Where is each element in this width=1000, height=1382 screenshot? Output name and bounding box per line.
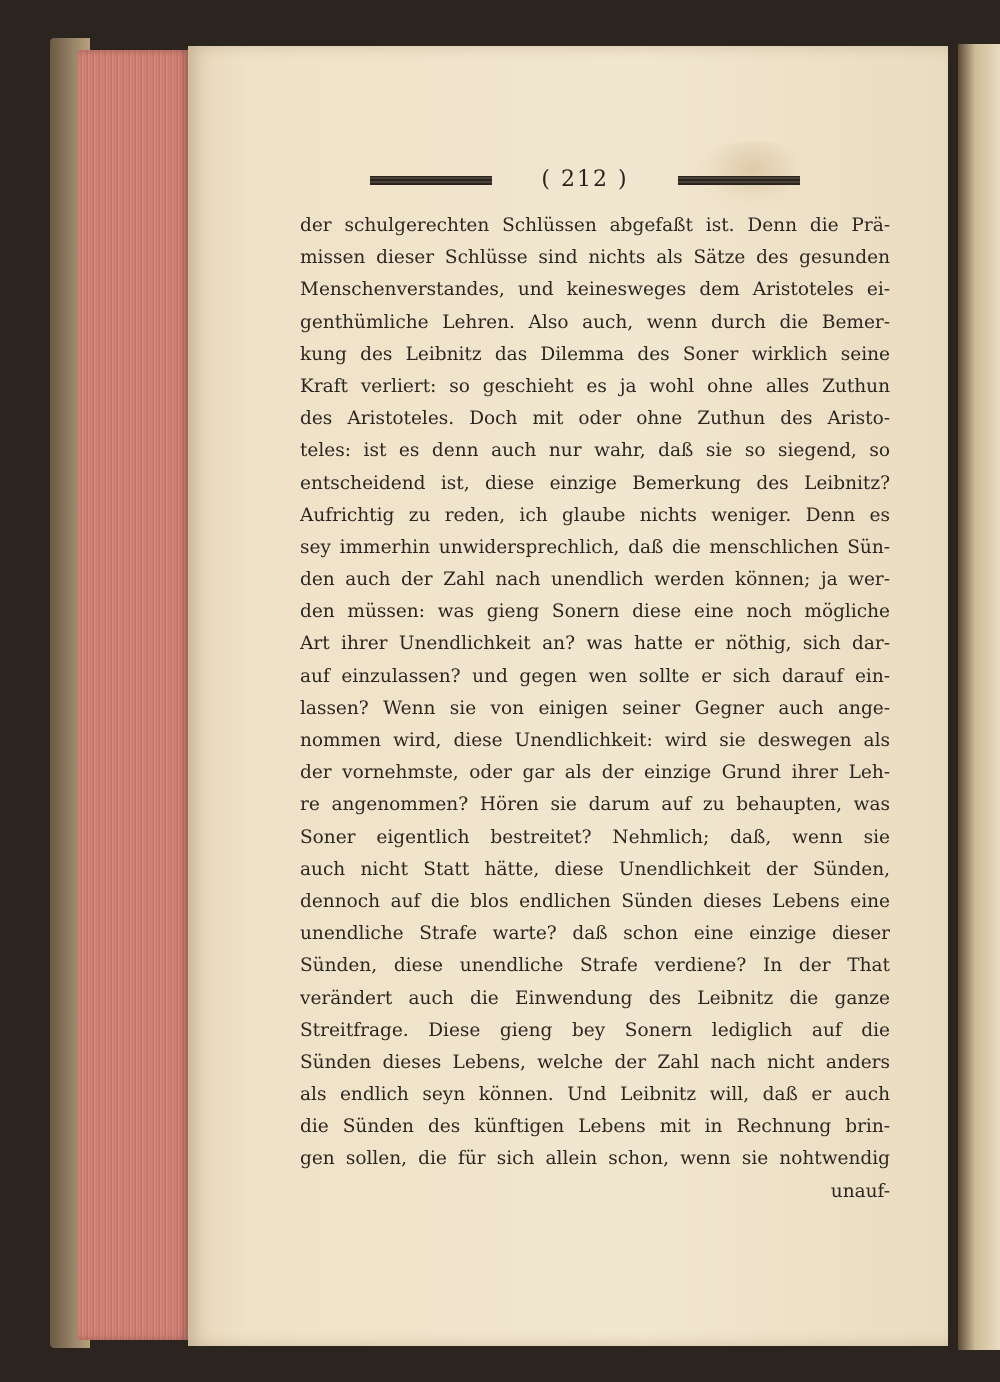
text-line: der schulgerechten Schlüssen abgefaßt ist. Denn die Prä- (300, 215, 890, 236)
text-line: entscheidend ist, diese einzige Bemerkung des Leibnitz? (300, 472, 890, 494)
text-line: sey immerhin unwidersprechlich, daß die menschlichen Sün- (300, 536, 890, 558)
text-line: der vornehmste, oder gar als der einzige Grund ihrer Leh- (300, 762, 890, 784)
page-header (370, 162, 800, 198)
text-line: missen dieser Schlüsse sind nichts als Sätze des gesunden (300, 247, 890, 269)
text-line: auch nicht Statt hätte, diese Unendlichkeit der Sünden, (300, 858, 890, 880)
next-page-edge (958, 44, 1000, 1350)
text-line: Soner eigentlich bestreitet? Nehmlich; daß, wenn sie (300, 826, 890, 848)
text-line: den müssen: was gieng Sonern diese eine noch mögliche (300, 601, 890, 623)
text-line: Sünden dieses Lebens, welche der Zahl nach nicht anders (300, 1051, 890, 1073)
text-line: lassen? Wenn sie von einigen seiner Gegner auch ange- (300, 697, 890, 719)
text-line: des Aristoteles. Doch mit oder ohne Zuthun des Aristo- (300, 408, 890, 430)
text-line: Art ihrer Unendlichkeit an? was hatte er nöthig, sich dar- (300, 633, 890, 655)
text-line: verändert auch die Einwendung des Leibnitz die ganze (300, 987, 890, 1009)
text-line: gen sollen, die für sich allein schon, wenn sie nohtwendig (300, 1148, 890, 1170)
text-line: Kraft verliert: so geschieht es ja wohl ohne alles Zuthun (300, 375, 890, 397)
text-line: Aufrichtig zu reden, ich glaube nichts weniger. Denn es (300, 504, 890, 526)
text-line: auf einzulassen? und gegen wen sollte er sich darauf ein- (300, 665, 890, 687)
text-line: den auch der Zahl nach unendlich werden können; ja wer- (300, 569, 890, 591)
header-rule-left (370, 176, 492, 185)
text-line: Menschenverstandes, und keinesweges dem Aristoteles ei- (300, 279, 890, 301)
text-line: unendliche Strafe warte? daß schon eine einzige dieser (300, 923, 890, 945)
header-rule-right (678, 176, 800, 185)
page-edges (78, 50, 190, 1340)
text-line: re angenommen? Hören sie darum auf zu behaupten, was (300, 794, 890, 816)
text-line: teles: ist es denn auch nur wahr, daß sie so siegend, so (300, 440, 890, 462)
catchword: unauf- (830, 1180, 890, 1202)
text-line: als endlich seyn können. Und Leibnitz will, daß er auch (300, 1084, 890, 1106)
text-line: dennoch auf die blos endlichen Sünden dieses Lebens eine (300, 890, 890, 912)
text-line: die Sünden des künftigen Lebens mit in Rechnung brin- (300, 1116, 890, 1138)
text-line: kung des Leibnitz das Dilemma des Soner wirklich seine (300, 343, 890, 365)
text-line: Sünden, diese unendliche Strafe verdiene? In der That (300, 955, 890, 977)
text-line: nommen wird, diese Unendlichkeit: wird sie deswegen als (300, 730, 890, 751)
text-line: Streitfrage. Diese gieng bey Sonern lediglich auf die (300, 1019, 890, 1041)
page-number: ( 212 ) (541, 167, 629, 192)
text-line: genthümliche Lehren. Also auch, wenn durch die Bemer- (300, 311, 890, 333)
body-text (300, 210, 890, 1208)
